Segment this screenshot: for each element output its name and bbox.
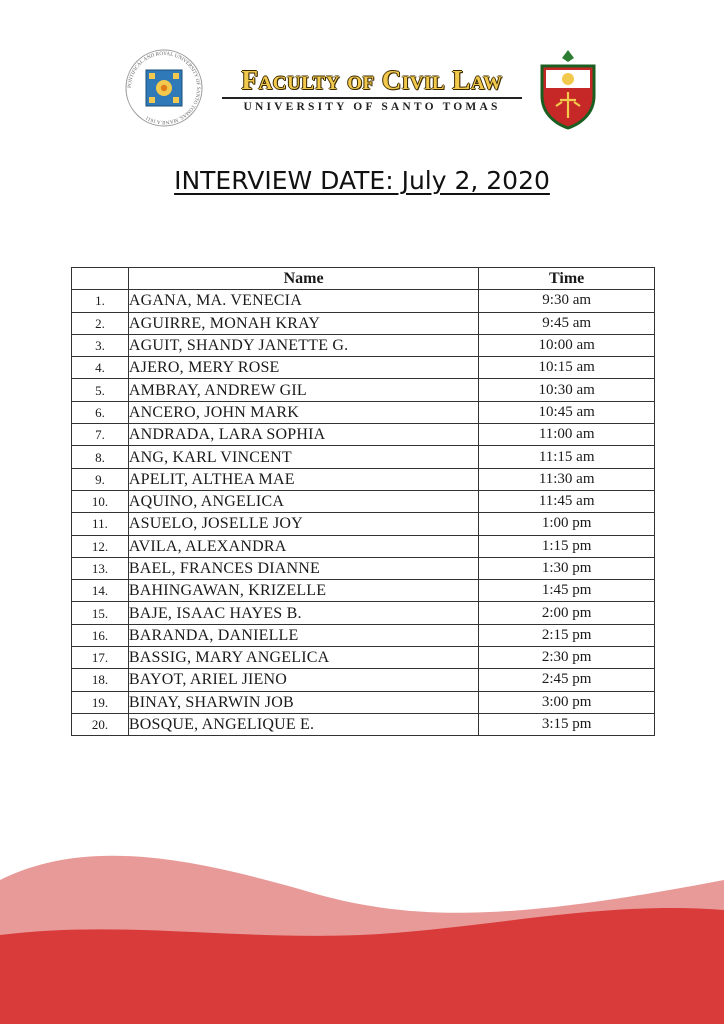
row-number: 17. xyxy=(72,647,129,669)
university-name: UNIVERSITY OF SANTO TOMAS xyxy=(243,101,501,113)
row-number: 10. xyxy=(72,490,129,512)
table-row xyxy=(72,557,655,579)
faculty-title-block xyxy=(212,64,534,124)
interview-date-heading: INTERVIEW DATE: July 2, 2020 xyxy=(174,166,550,195)
decorative-waves xyxy=(0,840,724,1024)
row-time: 11:00 am xyxy=(479,424,655,446)
row-number: 8. xyxy=(72,446,129,468)
row-name: ANG, KARL VINCENT xyxy=(128,446,478,468)
row-time: 2:45 pm xyxy=(479,669,655,691)
row-name: BAYOT, ARIEL JIENO xyxy=(128,669,478,691)
table-row xyxy=(72,490,655,512)
column-header-name: Name xyxy=(128,268,478,290)
table-row xyxy=(72,713,655,735)
row-time: 10:15 am xyxy=(479,357,655,379)
faculty-title: Faculty of Civil Law xyxy=(241,65,503,95)
row-number: 7. xyxy=(72,424,129,446)
row-time: 9:30 am xyxy=(479,290,655,312)
row-name: AGANA, MA. VENECIA xyxy=(128,290,478,312)
row-number: 12. xyxy=(72,535,129,557)
row-number: 15. xyxy=(72,602,129,624)
row-name: APELIT, ALTHEA MAE xyxy=(128,468,478,490)
row-time: 11:30 am xyxy=(479,468,655,490)
row-name: BAJE, ISAAC HAYES B. xyxy=(128,602,478,624)
civil-law-crest-icon xyxy=(532,48,604,130)
row-name: AGUIT, SHANDY JANETTE G. xyxy=(128,334,478,356)
row-time: 2:00 pm xyxy=(479,602,655,624)
row-time: 3:15 pm xyxy=(479,713,655,735)
row-time: 10:00 am xyxy=(479,334,655,356)
row-number: 9. xyxy=(72,468,129,490)
row-name: AQUINO, ANGELICA xyxy=(128,490,478,512)
table-header-row xyxy=(72,268,655,290)
table-row xyxy=(72,312,655,334)
table-row xyxy=(72,379,655,401)
svg-text:PONTIFICAL AND ROYAL UNIVERSIT: PONTIFICAL AND ROYAL UNIVERSITY OF SANTO TOMAS, MANILA 1611 xyxy=(126,50,202,126)
row-time: 9:45 am xyxy=(479,312,655,334)
row-name: BASSIG, MARY ANGELICA xyxy=(128,647,478,669)
row-time: 2:30 pm xyxy=(479,647,655,669)
row-number: 1. xyxy=(72,290,129,312)
row-time: 11:15 am xyxy=(479,446,655,468)
row-number: 5. xyxy=(72,379,129,401)
row-number: 2. xyxy=(72,312,129,334)
row-time: 1:15 pm xyxy=(479,535,655,557)
table-row xyxy=(72,624,655,646)
column-header-number xyxy=(72,268,129,290)
document-header xyxy=(124,44,604,134)
table-row xyxy=(72,334,655,356)
row-name: AVILA, ALEXANDRA xyxy=(128,535,478,557)
row-time: 1:45 pm xyxy=(479,580,655,602)
row-number: 19. xyxy=(72,691,129,713)
row-time: 1:30 pm xyxy=(479,557,655,579)
row-name: BOSQUE, ANGELIQUE E. xyxy=(128,713,478,735)
table-row xyxy=(72,535,655,557)
row-name: ANCERO, JOHN MARK xyxy=(128,401,478,423)
row-time: 10:45 am xyxy=(479,401,655,423)
row-name: BINAY, SHARWIN JOB xyxy=(128,691,478,713)
row-name: AGUIRRE, MONAH KRAY xyxy=(128,312,478,334)
row-number: 4. xyxy=(72,357,129,379)
row-name: ANDRADA, LARA SOPHIA xyxy=(128,424,478,446)
table-row xyxy=(72,513,655,535)
row-number: 11. xyxy=(72,513,129,535)
row-time: 11:45 am xyxy=(479,490,655,512)
table-row xyxy=(72,580,655,602)
row-time: 2:15 pm xyxy=(479,624,655,646)
row-number: 20. xyxy=(72,713,129,735)
table-row xyxy=(72,602,655,624)
table-row xyxy=(72,669,655,691)
table-row xyxy=(72,691,655,713)
row-number: 14. xyxy=(72,580,129,602)
row-time: 3:00 pm xyxy=(479,691,655,713)
table-row xyxy=(72,401,655,423)
row-time: 10:30 am xyxy=(479,379,655,401)
table-row xyxy=(72,446,655,468)
row-number: 16. xyxy=(72,624,129,646)
column-header-time: Time xyxy=(479,268,655,290)
table-row xyxy=(72,357,655,379)
table-row xyxy=(72,468,655,490)
row-name: AMBRAY, ANDREW GIL xyxy=(128,379,478,401)
row-name: AJERO, MERY ROSE xyxy=(128,357,478,379)
row-name: BAEL, FRANCES DIANNE xyxy=(128,557,478,579)
row-number: 6. xyxy=(72,401,129,423)
row-name: BAHINGAWAN, KRIZELLE xyxy=(128,580,478,602)
title-divider xyxy=(222,97,522,99)
row-name: BARANDA, DANIELLE xyxy=(128,624,478,646)
row-number: 3. xyxy=(72,334,129,356)
table-row xyxy=(72,424,655,446)
table-row xyxy=(72,647,655,669)
interview-schedule-table xyxy=(71,267,655,736)
ust-seal-icon xyxy=(124,48,204,128)
row-time: 1:00 pm xyxy=(479,513,655,535)
row-number: 13. xyxy=(72,557,129,579)
row-name: ASUELO, JOSELLE JOY xyxy=(128,513,478,535)
row-number: 18. xyxy=(72,669,129,691)
table-row xyxy=(72,290,655,312)
